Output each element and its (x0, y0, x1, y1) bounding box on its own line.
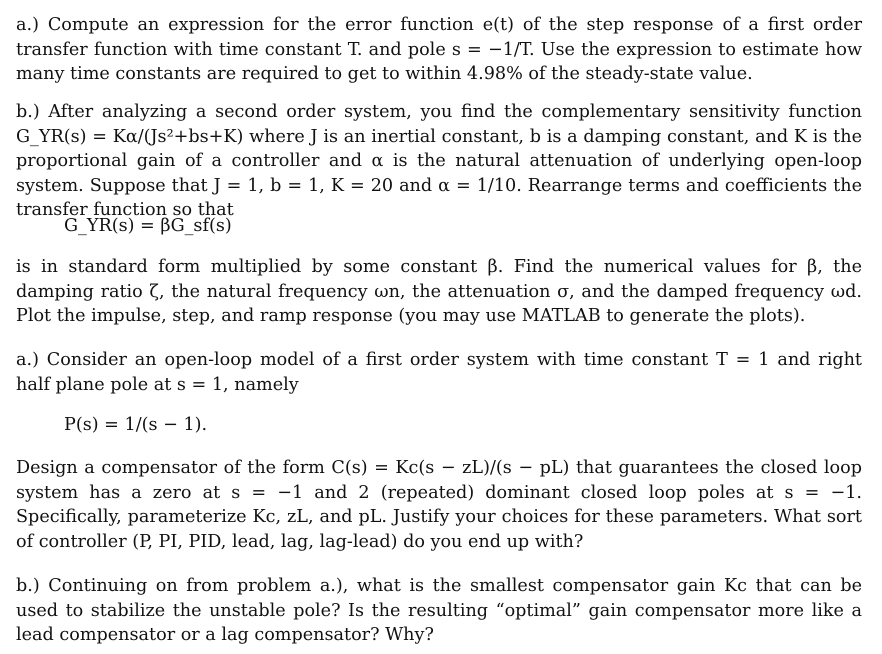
problem-1b: b.) After analyzing a second order system, you find the complementary sensitivity function G_YR(s) = Kα/(Js²+bs+K) where J is an inertial constant, b is a damping constant, and K is the proportional gain of a controller and α is the natural attenuation of underlying open-loop system. Suppose that J = 1, b = 1, K = 20 and α = 1/10. Rearrange terms and coefficients the transfer function so that (16, 102, 862, 221)
equation-plant: P(s) = 1/(s − 1). (64, 415, 208, 435)
equation-gyr: G_YR(s) = βG_sf(s) (64, 216, 232, 236)
problem-2a: a.) Consider an open-loop model of a first order system with time constant T = 1 and right half plane pole at s = 1, namely (16, 350, 862, 395)
problem-2a-continued: Design a compensator of the form C(s) = Kc(s − zL)/(s − pL) that guarantees the closed loop system has a zero at s = −1 and 2 (repeated) dominant closed loop poles at s = −1. Specifically, parameterize Kc, zL, and pL. Justify your choices for these parameters. What sort of controller (P, PI, PID, lead, lag, lag-lead) do you end up with? (16, 458, 862, 552)
problem-1a: a.) Compute an expression for the error function e(t) of the step response of a first order transfer function with time constant T. and pole s = −1/T. Use the expression to estimate how many time constants are required to get to within 4.98% of the steady-state value. (16, 15, 862, 85)
problem-1b-continued: is in standard form multiplied by some constant β. Find the numerical values for β, the damping ratio ζ, the natural frequency ωn, the attenuation σ, and the damped frequency ωd. Plot the impulse, step, and ramp response (you may use MATLAB to generate the plots). (16, 257, 862, 327)
problem-2b: b.) Continuing on from problem a.), what is the smallest compensator gain Kc that can be used to stabilize the unstable pole? Is the resulting “optimal” gain compensator more like a lead compensator or a lag compensator? Why? (16, 576, 862, 646)
